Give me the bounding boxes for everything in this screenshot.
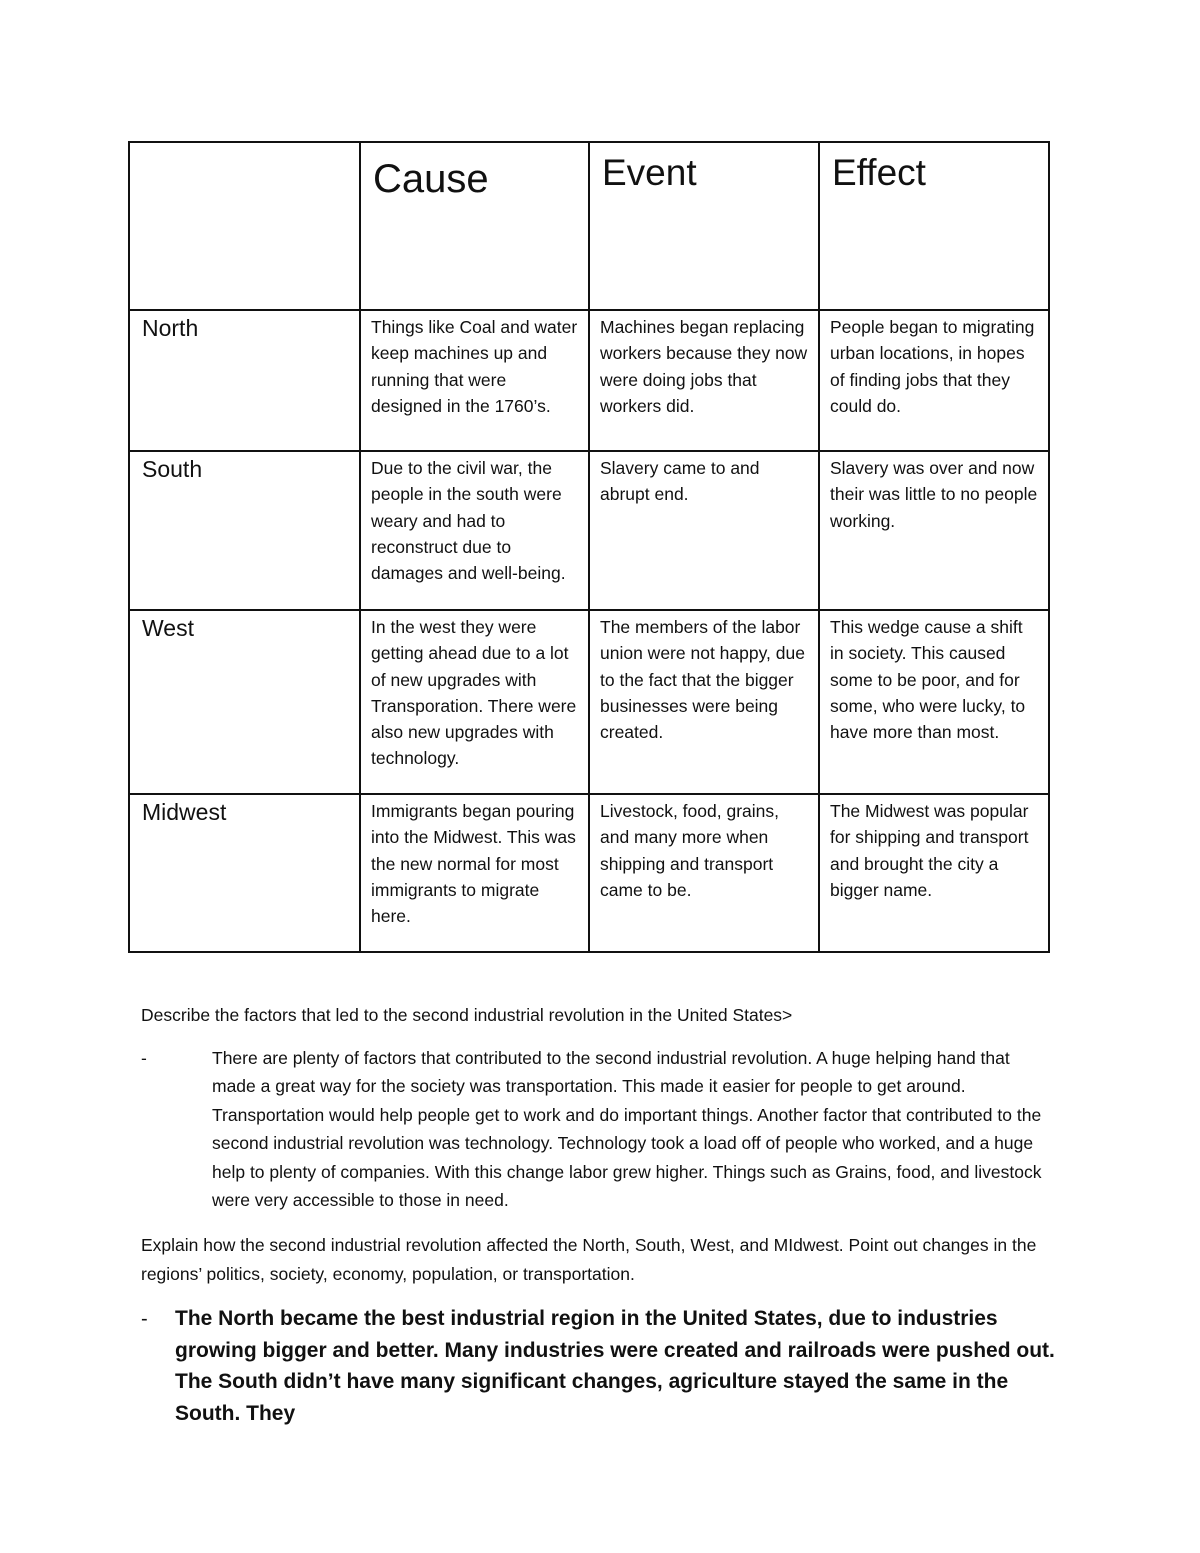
cause-cell: [360, 310, 589, 451]
row-label-west: West: [142, 615, 194, 641]
question-1-prompt: Describe the factors that led to the second industrial revolution in the United States>: [141, 1005, 793, 1025]
effect-text: People began to migrating urban locations, in hopes of finding jobs that they could do.: [830, 317, 1035, 416]
table-row: [129, 451, 1049, 610]
row-label-south: South: [142, 456, 203, 482]
event-cell: [589, 794, 819, 952]
bullet-dash: -: [141, 1308, 148, 1330]
event-text: Livestock, food, grains, and many more when shipping and transport came to be.: [600, 801, 779, 900]
table-row: [129, 610, 1049, 794]
row-label-cell: [129, 610, 360, 794]
event-text: Slavery came to and abrupt end.: [600, 458, 760, 505]
cause-text: In the west they were getting ahead due to a lot of new upgrades with Transporation. There were also new upgrades with technology.: [371, 617, 577, 769]
bullet-dash: -: [141, 1048, 147, 1068]
cause-cell: [360, 451, 589, 610]
header-cell-effect: [819, 142, 1049, 310]
header-cell-cause: [360, 142, 589, 310]
table-row: [129, 310, 1049, 451]
header-event: Event: [602, 152, 697, 193]
effect-cell: [819, 310, 1049, 451]
row-label-cell: [129, 310, 360, 451]
event-cell: [589, 610, 819, 794]
effect-cell: [819, 794, 1049, 952]
cause-cell: [360, 610, 589, 794]
table-header-row: [129, 142, 1049, 310]
header-cell-event: [589, 142, 819, 310]
header-cause: Cause: [373, 157, 489, 201]
cause-text: Things like Coal and water keep machines up and running that were designed in the 1760’s.: [371, 317, 578, 416]
row-label-north: North: [142, 315, 199, 341]
table-row: [129, 794, 1049, 952]
cause-text: Immigrants began pouring into the Midwest. This was the new normal for most immigrants to migrate here.: [371, 801, 576, 927]
effect-cell: [819, 610, 1049, 794]
question-2-answer: [141, 1303, 1061, 1429]
effect-cell: [819, 451, 1049, 610]
question-1-answer: [141, 1044, 1061, 1214]
row-label-midwest: Midwest: [142, 799, 227, 825]
effect-text: The Midwest was popular for shipping and transport and brought the city a bigger name.: [830, 801, 1029, 900]
event-cell: [589, 451, 819, 610]
event-cell: [589, 310, 819, 451]
header-effect: Effect: [832, 152, 926, 193]
effect-text: This wedge cause a shift in society. This caused some to be poor, and for some, who were lucky, to have more than most.: [830, 617, 1026, 743]
row-label-cell: [129, 451, 360, 610]
cause-text: Due to the civil war, the people in the south were weary and had to reconstruct due to damages and well-being.: [371, 458, 566, 584]
question-2-prompt: Explain how the second industrial revolution affected the North, South, West, and MIdwest. Point out changes in the regions’ politics, society, economy, population, or transportation.: [141, 1235, 1037, 1284]
row-label-cell: [129, 794, 360, 952]
answer-2-text: The North became the best industrial region in the United States, due to industries growing bigger and better. Many industries were created and railroads were pushed out. The South didn’t have many significant changes, agriculture stayed the same in the South. They: [175, 1307, 1055, 1425]
event-text: Machines began replacing workers because they now were doing jobs that workers did.: [600, 317, 808, 416]
effect-text: Slavery was over and now their was little to no people working.: [830, 458, 1038, 531]
event-text: The members of the labor union were not happy, due to the fact that the bigger businesses were being created.: [600, 617, 805, 743]
cause-cell: [360, 794, 589, 952]
answer-1-text: There are plenty of factors that contributed to the second industrial revolution. A huge helping hand that made a great way for the society was transportation. This made it easier for people to get around. Transportation would help people get to work and do important things. Another factor that contributed to the second industrial revolution was technology. Technology took a load off of people who worked, and a huge help to plenty of companies. With this change labor grew higher. Things such as Grains, food, and livestock were very accessible to those in need.: [212, 1048, 1042, 1211]
cause-event-effect-table: [128, 141, 1050, 953]
header-cell-empty: [129, 142, 360, 310]
